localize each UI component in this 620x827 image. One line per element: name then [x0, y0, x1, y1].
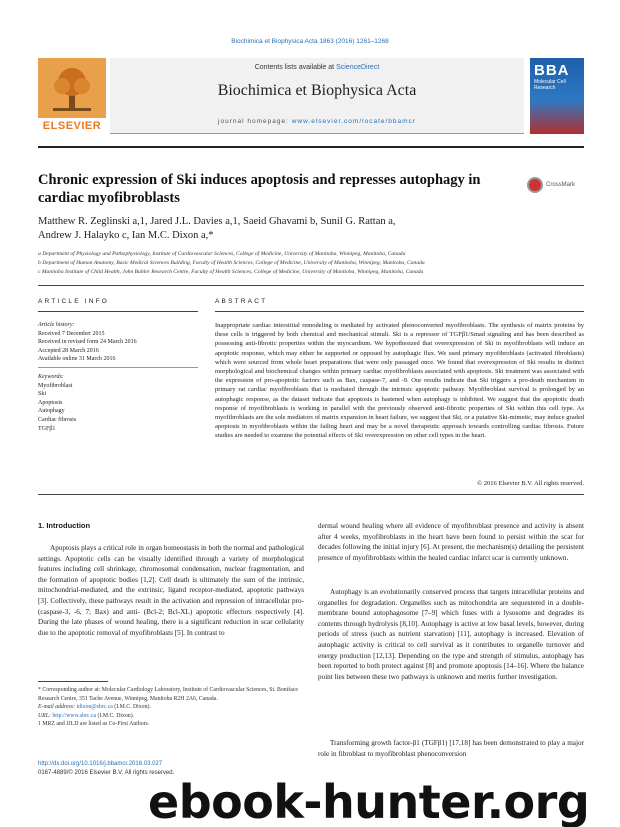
- keywords: [38, 373, 198, 433]
- publisher-wordmark: ELSEVIER: [42, 120, 102, 132]
- abstract-text: Inappropriate cardiac interstitial remodeling is mediated by activated phenoconverted myofibroblasts. The synthesis of matrix proteins by these cells is triggered by both chemical and mechanical stimuli. Ski is a repressor of TGFβ1/Smad signaling and has been described as possessing anti-fibrotic properties within the myocardium. We hypothesized that overexpression of Ski in myofibroblasts will induce an apoptotic response, which may either be supported or opposed by autophagic flux. We used primary myofibroblasts (activated fibroblasts) which were sourced from whole heart preparations that were only passaged once. We found that overexpression of Ski results in distinct morphological and biochemical changes within primary cardiac myofibroblasts associated with apoptosis. Ski treatment was associated with the expression of pro-apoptotic factors such as Bax, caspase-7, and -9. Our results indicate that Ski triggers a pro-death mechanism in primary rat cardiac myofibroblasts that is mediated through the intrinsic apoptotic pathway. Myofibroblast survival is prolonged by an autophagic response, as the dataset indicate that apoptosis is hastened when autophagy is inhibited. We suggest that the apoptotic death response of myofibroblasts is working in parallel with the previously observed anti-fibrotic properties of Ski within this cell type. As myofibroblasts are the sole mediators of matrix expansion in heart failure, we suggest that Ski, or a putative Ski-mimetic, may induce graded apoptosis in myofibroblasts within the failing heart and may be a novel therapeutic approach towards controlling cardiac fibrosis. Future studies are needed to examine the potential effects of Ski overexpression on other cell types in the heart.: [215, 322, 584, 440]
- affiliation-b: b Department of Human Anatomy, Basic Medical Sciences Building, Faculty of Health Sciences, College of Medicine, University of Manitoba, Winnipeg, Manitoba, Canada: [38, 260, 425, 266]
- footnote-email: [38, 703, 304, 712]
- intro-paragraph-autophagy: Autophagy is an evolutionarily conserved process that targets intracellular proteins and organelles for degradation. Organelles such as mitochondria are sequestered in a double-membrane bound autophagosome [7–9] which fuses with a lysosome and degrades its contents through hydrolysis [8,10]. Autophagy is active at low basal levels, however, during periods of stress (such as nutrient starvation) [11], autophagy is increased. Elevation of autophagic activity is critical to cell survival as it contributes to organelle turnover and energy production [12,13]. Depending on the type and strength of stimulus, autophagy has been reported to both protect against [8] and promote apoptosis [14–16]. Where the balance point lies between these two pathways is unknown and merits further investigation.: [318, 588, 584, 681]
- keyword: Myofibroblast: [38, 382, 73, 389]
- affiliations-divider: [38, 285, 584, 286]
- watermark: ebook-hunter.org: [148, 775, 590, 827]
- url-suffix: (I.M.C. Dixon).: [97, 712, 135, 719]
- intro-paragraph-1: Apoptosis plays a critical role in organ homeostasis in both the normal and pathological settings. Apoptotic cells can be visually identified through a variety of morphological features including cell shrinkage, chromosomal condensation, nuclear fragmentation, and the formation of apoptotic bodies [1,2]. Cell death is ultimately the sum of the intrinsic, mitochondrial-mediated, and the extrinsic, ligand receptor-mediated, apoptotic pathways [3]. Collectively, these pathways result in the activation and repression of intracellular pro- (caspase-3, -6, 7; Bax) and anti- (Bcl-2; Bcl-XL) apoptotic effectors respectively [4]. During the late phases of wound healing, there is a significant reduction in scar cellularity due to the apoptotic removal of myofibroblasts [5]. In contrast to: [38, 544, 304, 637]
- journal-header-box: [110, 58, 524, 134]
- journal-cover: [530, 58, 584, 134]
- article-info-rule: [38, 311, 198, 312]
- article-info-heading: ARTICLE INFO: [38, 298, 110, 305]
- footnote-divider: [38, 681, 108, 682]
- journal-title: Biochimica et Biophysica Acta: [217, 82, 417, 99]
- article-title: Chronic expression of Ski induces apoptosis and represses autophagy in cardiac myofibroblasts: [38, 172, 481, 206]
- cover-subtitle: Molecular Cell Research: [534, 79, 566, 91]
- authors-line-1: Matthew R. Zeglinski a,1, Jared J.L. Davies a,1, Saeid Ghavami b, Sunil G. Rattan a,: [38, 216, 396, 227]
- affiliations: [38, 250, 584, 277]
- abstract-rule: [215, 311, 584, 312]
- crossmark-badge[interactable]: [527, 177, 575, 193]
- elsevier-logo: [38, 58, 106, 134]
- info-divider: [38, 367, 198, 368]
- footnote-url: [38, 712, 304, 721]
- footnote-corresponding: * Corresponding author at: Molecular Cardiology Laboratory, Institute of Cardiovascular Sciences, St. Boniface Research Centre, 351 Tache Avenue, Winnipeg, Manitoba R2H 2A6, Canada.: [38, 687, 298, 702]
- history-accepted: Accepted 28 March 2016: [38, 347, 99, 354]
- keyword: Autophagy: [38, 408, 65, 415]
- author-list: [38, 215, 584, 243]
- crossmark-label: CrossMark: [546, 182, 576, 188]
- journal-homepage: [110, 118, 524, 125]
- history-label: Article history:: [38, 322, 75, 328]
- keyword: TGFβ1: [38, 425, 56, 432]
- contents-line: [110, 64, 524, 71]
- footnotes: [38, 686, 304, 729]
- url-label: URL:: [38, 712, 51, 719]
- intro-paragraph-continued: dermal wound healing where all evidence of myofibroblast presence and activity is absent after 4 weeks, myofibroblasts in the heart have been found to persist within the scar for decades following the initial injury [6]. At present, the mechanism(s) detailing the persistent presence of myofibroblasts within the healed cardiac infarct scar is currently unknown.: [318, 522, 584, 562]
- issn-line: 0167-4889/© 2016 Elsevier B.V. All rights reserved.: [38, 770, 175, 776]
- header-divider: [38, 146, 584, 148]
- abstract-copyright: © 2016 Elsevier B.V. All rights reserved.: [477, 480, 584, 487]
- journal-citation[interactable]: Biochimica et Biophysica Acta 1863 (2016) 1261–1268: [231, 38, 389, 45]
- keyword: Ski: [38, 391, 47, 398]
- article-history: [38, 321, 198, 364]
- sciencedirect-link[interactable]: ScienceDirect: [336, 64, 380, 71]
- keyword: Apoptosis: [38, 399, 63, 406]
- journal-header: [38, 58, 584, 138]
- history-online: Available online 31 March 2016: [38, 356, 116, 363]
- intro-paragraph-tgfb: Transforming growth factor-β1 (TGFβ1) [17,18] has been demonstrated to play a major role in fibroblast to myofibroblast phenoconversion: [318, 739, 584, 758]
- keyword: Cardiac fibrosis: [38, 416, 77, 423]
- homepage-label: journal homepage:: [218, 118, 289, 125]
- abstract-bottom-divider: [38, 494, 584, 495]
- footnote-cofirst: 1 MRZ and JJLD are listed as Co-First Authors.: [38, 721, 150, 728]
- history-revised: Received in revised form 24 March 2016: [38, 339, 137, 346]
- email-link[interactable]: idixon@sbrc.ca: [76, 704, 113, 711]
- affiliation-a: a Department of Physiology and Pathophysiology, Institute of Cardiovascular Sciences, College of Medicine, University of Manitoba, Winnipeg, Manitoba, Canada: [38, 251, 406, 257]
- crossmark-icon: [527, 177, 543, 193]
- authors-line-2: Andrew J. Halayko c, Ian M.C. Dixon a,*: [38, 230, 214, 241]
- email-suffix: (I.M.C. Dixon).: [114, 704, 151, 711]
- url-link[interactable]: http://www.sbrc.ca: [52, 712, 97, 719]
- section-heading-introduction: 1. Introduction: [38, 521, 91, 530]
- tree-icon: [38, 58, 106, 118]
- homepage-url-link[interactable]: www.elsevier.com/locate/bbamcr: [291, 118, 416, 125]
- email-label: E-mail address:: [38, 704, 75, 711]
- history-received: Received 7 December 2015: [38, 330, 105, 337]
- keywords-label: Keywords:: [38, 374, 64, 380]
- abstract-heading: ABSTRACT: [215, 298, 268, 305]
- contents-prefix: Contents lists available at: [254, 64, 335, 71]
- cover-title: BBA: [534, 62, 570, 79]
- affiliation-c: c Manitoba Institute of Child Health, John Buhler Research Centre, Faculty of Health Sciences, College of Medicine, University of Manitoba, Winnipeg, Manitoba, Canada: [38, 269, 424, 275]
- doi-link[interactable]: http://dx.doi.org/10.1016/j.bbamcr.2016.03.027: [38, 761, 163, 767]
